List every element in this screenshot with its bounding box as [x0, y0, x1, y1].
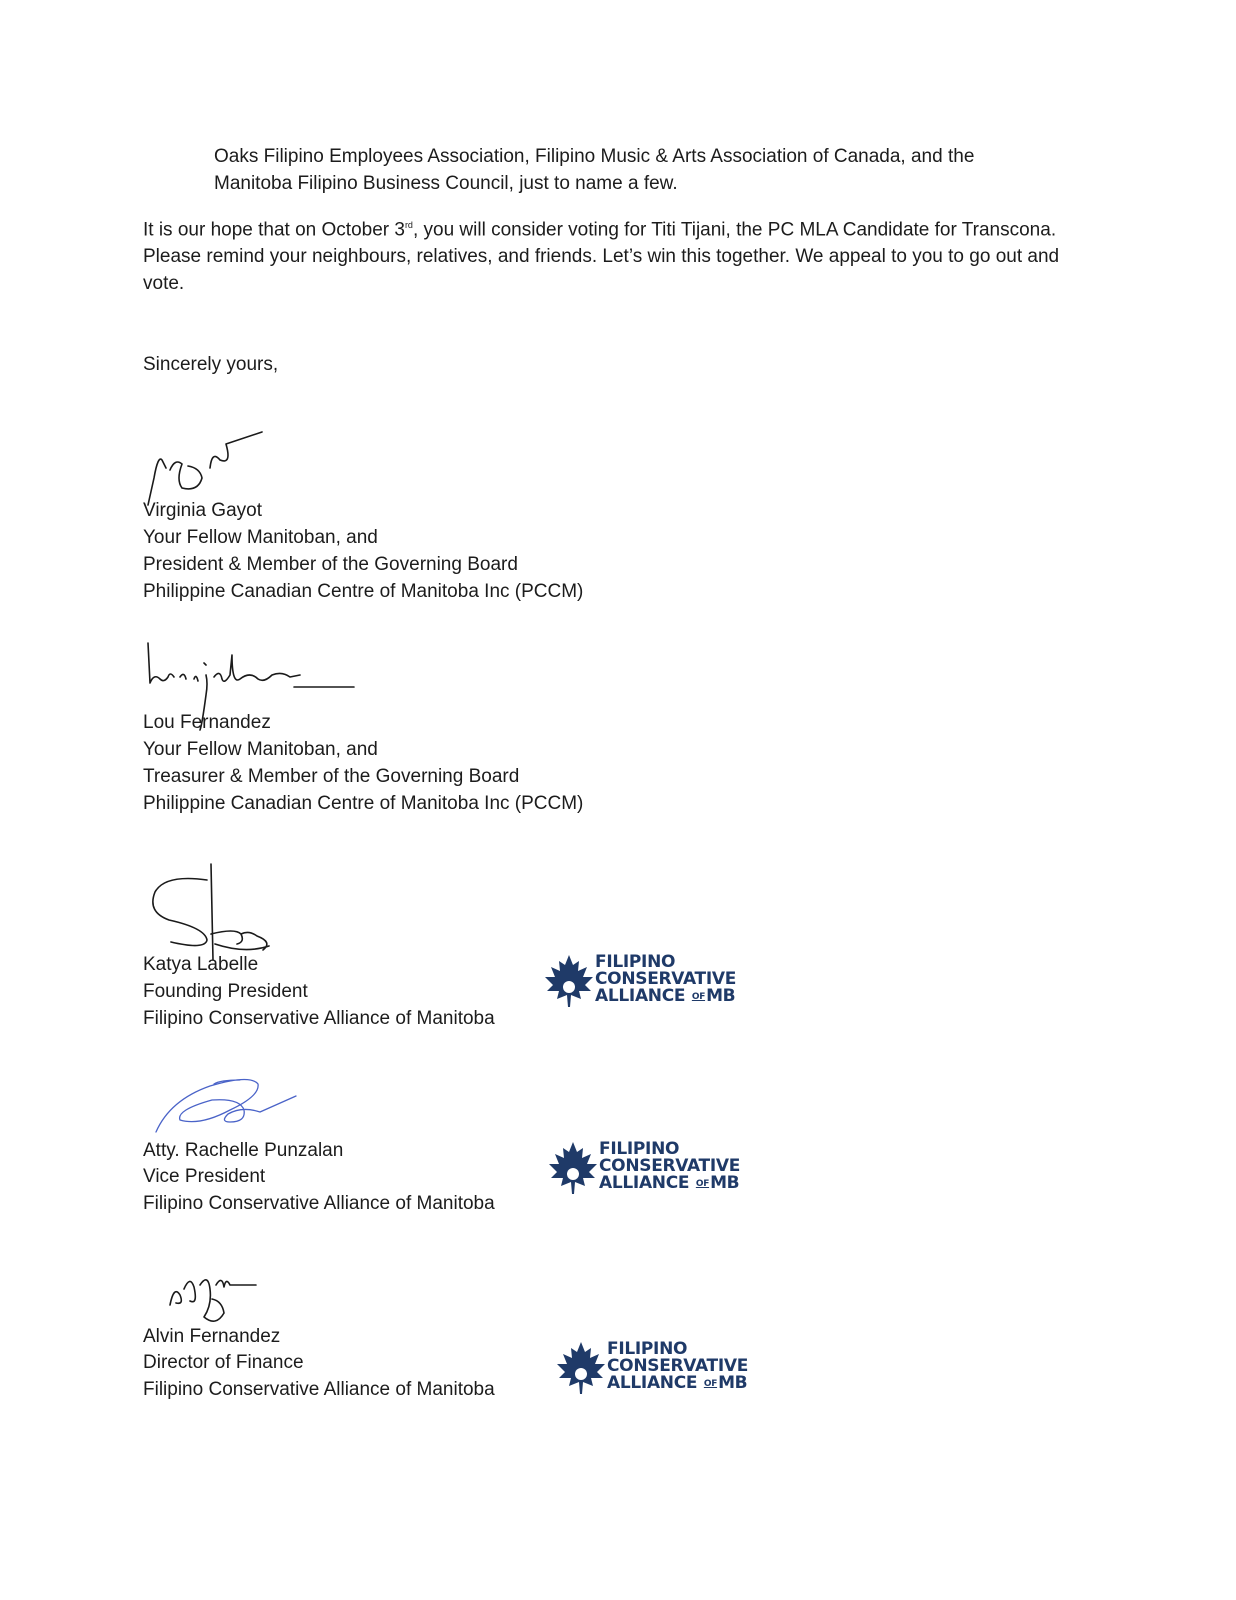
- signatory-5-name: Alvin Fernandez: [143, 1326, 281, 1347]
- signatory-1-line-2: President & Member of the Governing Board: [143, 554, 518, 575]
- fca-logo-1: [543, 951, 743, 1021]
- fca-logo-3: [555, 1338, 755, 1408]
- logo-line-1: FILIPINO: [595, 952, 676, 972]
- continuation-line-1: Oaks Filipino Employees Association, Filipino Music & Arts Association of Canada, and the: [214, 146, 975, 167]
- closing: Sincerely yours,: [143, 354, 279, 375]
- maple-leaf-icon: [543, 953, 595, 1009]
- logo-line-3: ALLIANCE OFMB: [599, 1173, 740, 1193]
- logo-line-2: CONSERVATIVE: [595, 969, 737, 989]
- logo-line-1: FILIPINO: [607, 1339, 688, 1359]
- signatory-1-line-1: Your Fellow Manitoban, and: [143, 527, 378, 548]
- signatory-5-line-2: Filipino Conservative Alliance of Manitoba: [143, 1379, 495, 1400]
- signatory-1-line-3: Philippine Canadian Centre of Manitoba Inc (PCCM): [143, 581, 584, 602]
- maple-leaf-icon: [555, 1340, 607, 1396]
- signatory-4-name: Atty. Rachelle Punzalan: [143, 1140, 344, 1161]
- signatory-2-line-2: Treasurer & Member of the Governing Board: [143, 766, 520, 787]
- appeal-suffix: , you will consider voting for Titi Tijani, the PC MLA Candidate for Transcona. Please remind your neighbours, relatives, and friends. Let’s win this together. We appeal to you to go out and vote.: [143, 219, 1060, 295]
- signatory-5-line-1: Director of Finance: [143, 1352, 304, 1373]
- logo-line-3: ALLIANCE OFMB: [607, 1373, 748, 1393]
- signatory-2-line-1: Your Fellow Manitoban, and: [143, 739, 378, 760]
- signature-katya-labelle: [145, 862, 285, 962]
- appeal-superscript: rd: [404, 220, 413, 230]
- appeal-paragraph: [143, 212, 1073, 297]
- signatory-2-line-3: Philippine Canadian Centre of Manitoba Inc (PCCM): [143, 793, 584, 814]
- signatory-2-name: Lou Fernandez: [143, 712, 271, 733]
- signatory-4-line-1: Vice President: [143, 1166, 266, 1187]
- signature-rachelle-punzalan: [150, 1070, 310, 1145]
- logo-line-2: CONSERVATIVE: [599, 1156, 741, 1176]
- signatory-3-name: Katya Labelle: [143, 954, 259, 975]
- signatory-3-line-2: Filipino Conservative Alliance of Manitoba: [143, 1008, 495, 1029]
- appeal-prefix: It is our hope that on October 3: [143, 219, 405, 241]
- maple-leaf-icon: [547, 1140, 599, 1196]
- continuation-line-2: Manitoba Filipino Business Council, just to name a few.: [214, 173, 678, 194]
- logo-line-2: CONSERVATIVE: [607, 1356, 749, 1376]
- fca-logo-2: [547, 1138, 747, 1208]
- logo-line-1: FILIPINO: [599, 1139, 680, 1159]
- signatory-4-line-2: Filipino Conservative Alliance of Manitoba: [143, 1193, 495, 1214]
- signatory-1-name: Virginia Gayot: [143, 500, 262, 521]
- logo-line-3: ALLIANCE OFMB: [595, 986, 736, 1006]
- signatory-3-line-1: Founding President: [143, 981, 308, 1002]
- signature-alvin-fernandez: [160, 1265, 270, 1330]
